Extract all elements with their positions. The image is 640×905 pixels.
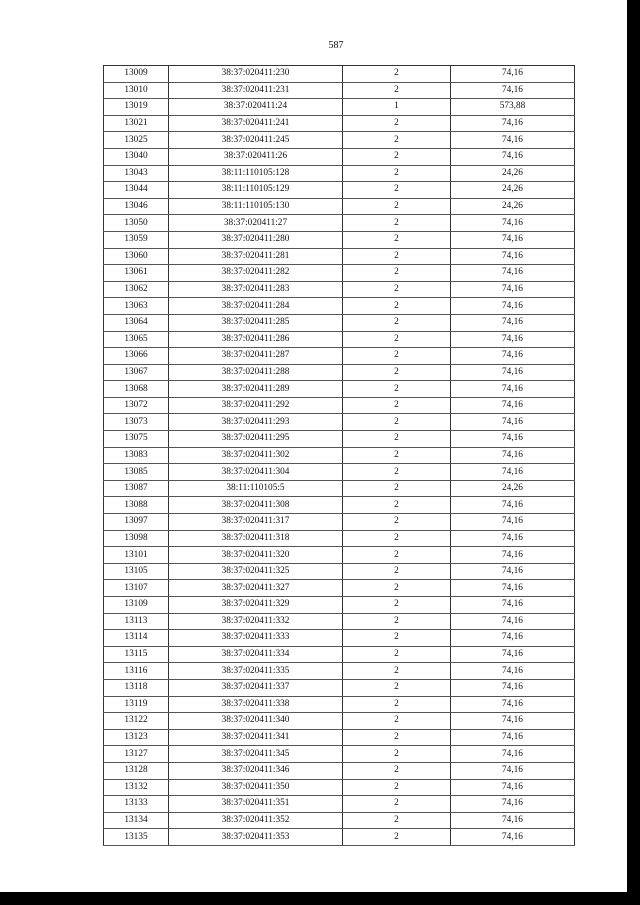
table-row xyxy=(104,314,575,331)
area-cell: 74,16 xyxy=(451,348,575,365)
count-cell: 2 xyxy=(343,713,451,730)
cadastral-number-cell: 38:11:110105:128 xyxy=(169,165,343,182)
cadastral-number-cell: 38:37:020411:346 xyxy=(169,762,343,779)
count-cell: 2 xyxy=(343,480,451,497)
table-row xyxy=(104,348,575,365)
count-cell: 2 xyxy=(343,431,451,448)
count-cell: 2 xyxy=(343,547,451,564)
count-cell: 2 xyxy=(343,663,451,680)
table-row xyxy=(104,397,575,414)
table-row xyxy=(104,231,575,248)
area-cell: 74,16 xyxy=(451,729,575,746)
cadastral-number-cell: 38:37:020411:231 xyxy=(169,82,343,99)
table-row xyxy=(104,563,575,580)
row-id-cell: 13066 xyxy=(104,348,169,365)
cadastral-number-cell: 38:37:020411:295 xyxy=(169,431,343,448)
row-id-cell: 13046 xyxy=(104,198,169,215)
count-cell: 2 xyxy=(343,812,451,829)
row-id-cell: 13083 xyxy=(104,447,169,464)
area-cell: 74,16 xyxy=(451,563,575,580)
count-cell: 2 xyxy=(343,331,451,348)
row-id-cell: 13101 xyxy=(104,547,169,564)
area-cell: 74,16 xyxy=(451,746,575,763)
table-row xyxy=(104,464,575,481)
count-cell: 2 xyxy=(343,696,451,713)
area-cell: 74,16 xyxy=(451,580,575,597)
row-id-cell: 13010 xyxy=(104,82,169,99)
cadastral-number-cell: 38:37:020411:329 xyxy=(169,597,343,614)
area-cell: 74,16 xyxy=(451,265,575,282)
area-cell: 74,16 xyxy=(451,796,575,813)
count-cell: 2 xyxy=(343,630,451,647)
table-row xyxy=(104,298,575,315)
area-cell: 24,26 xyxy=(451,480,575,497)
row-id-cell: 13072 xyxy=(104,397,169,414)
table-row xyxy=(104,762,575,779)
cadastral-number-cell: 38:37:020411:292 xyxy=(169,397,343,414)
row-id-cell: 13064 xyxy=(104,314,169,331)
table-row xyxy=(104,713,575,730)
table-row xyxy=(104,729,575,746)
cadastral-number-cell: 38:37:020411:288 xyxy=(169,364,343,381)
cadastral-number-cell: 38:37:020411:320 xyxy=(169,547,343,564)
table-row xyxy=(104,812,575,829)
count-cell: 2 xyxy=(343,597,451,614)
area-cell: 74,16 xyxy=(451,248,575,265)
table-row xyxy=(104,530,575,547)
cadastral-number-cell: 38:37:020411:304 xyxy=(169,464,343,481)
cadastral-number-cell: 38:37:020411:317 xyxy=(169,514,343,531)
row-id-cell: 13043 xyxy=(104,165,169,182)
row-id-cell: 13075 xyxy=(104,431,169,448)
row-id-cell: 13044 xyxy=(104,182,169,199)
area-cell: 74,16 xyxy=(451,829,575,846)
table-row xyxy=(104,381,575,398)
area-cell: 74,16 xyxy=(451,812,575,829)
row-id-cell: 13098 xyxy=(104,530,169,547)
area-cell: 24,26 xyxy=(451,165,575,182)
table-row xyxy=(104,547,575,564)
area-cell: 24,26 xyxy=(451,198,575,215)
row-id-cell: 13040 xyxy=(104,148,169,165)
count-cell: 2 xyxy=(343,115,451,132)
row-id-cell: 13134 xyxy=(104,812,169,829)
table-row xyxy=(104,248,575,265)
area-cell: 74,16 xyxy=(451,414,575,431)
count-cell: 2 xyxy=(343,66,451,83)
cadastral-number-cell: 38:37:020411:327 xyxy=(169,580,343,597)
table-row xyxy=(104,480,575,497)
cadastral-number-cell: 38:37:020411:333 xyxy=(169,630,343,647)
area-cell: 74,16 xyxy=(451,364,575,381)
area-cell: 74,16 xyxy=(451,679,575,696)
area-cell: 74,16 xyxy=(451,66,575,83)
table-row xyxy=(104,281,575,298)
table-row xyxy=(104,148,575,165)
count-cell: 1 xyxy=(343,99,451,116)
table-row xyxy=(104,215,575,232)
area-cell: 74,16 xyxy=(451,497,575,514)
row-id-cell: 13062 xyxy=(104,281,169,298)
row-id-cell: 13059 xyxy=(104,231,169,248)
row-id-cell: 13113 xyxy=(104,613,169,630)
cadastral-number-cell: 38:37:020411:27 xyxy=(169,215,343,232)
table-row xyxy=(104,132,575,149)
count-cell: 2 xyxy=(343,796,451,813)
count-cell: 2 xyxy=(343,414,451,431)
row-id-cell: 13133 xyxy=(104,796,169,813)
count-cell: 2 xyxy=(343,679,451,696)
count-cell: 2 xyxy=(343,298,451,315)
cadastral-number-cell: 38:37:020411:338 xyxy=(169,696,343,713)
count-cell: 2 xyxy=(343,198,451,215)
cadastral-number-cell: 38:37:020411:350 xyxy=(169,779,343,796)
count-cell: 2 xyxy=(343,397,451,414)
table-row xyxy=(104,431,575,448)
table-row xyxy=(104,182,575,199)
table-row xyxy=(104,829,575,846)
cadastral-number-cell: 38:37:020411:241 xyxy=(169,115,343,132)
cadastral-number-cell: 38:37:020411:302 xyxy=(169,447,343,464)
row-id-cell: 13097 xyxy=(104,514,169,531)
page-number: 587 xyxy=(328,40,344,51)
count-cell: 2 xyxy=(343,215,451,232)
table-row xyxy=(104,597,575,614)
row-id-cell: 13128 xyxy=(104,762,169,779)
table-row xyxy=(104,115,575,132)
cadastral-number-cell: 38:37:020411:341 xyxy=(169,729,343,746)
row-id-cell: 13068 xyxy=(104,381,169,398)
row-id-cell: 13073 xyxy=(104,414,169,431)
cadastral-number-cell: 38:11:110105:130 xyxy=(169,198,343,215)
cadastral-number-cell: 38:37:020411:332 xyxy=(169,613,343,630)
scan-edge-bottom xyxy=(0,892,640,905)
area-cell: 74,16 xyxy=(451,115,575,132)
cadastral-number-cell: 38:37:020411:353 xyxy=(169,829,343,846)
table-row xyxy=(104,796,575,813)
table-row xyxy=(104,679,575,696)
data-table xyxy=(103,65,575,846)
area-cell: 573,88 xyxy=(451,99,575,116)
cadastral-number-cell: 38:37:020411:308 xyxy=(169,497,343,514)
count-cell: 2 xyxy=(343,281,451,298)
count-cell: 2 xyxy=(343,381,451,398)
row-id-cell: 13107 xyxy=(104,580,169,597)
count-cell: 2 xyxy=(343,530,451,547)
count-cell: 2 xyxy=(343,779,451,796)
count-cell: 2 xyxy=(343,447,451,464)
table-body xyxy=(104,66,575,846)
row-id-cell: 13050 xyxy=(104,215,169,232)
cadastral-number-cell: 38:37:020411:280 xyxy=(169,231,343,248)
count-cell: 2 xyxy=(343,82,451,99)
row-id-cell: 13067 xyxy=(104,364,169,381)
count-cell: 2 xyxy=(343,348,451,365)
area-cell: 74,16 xyxy=(451,447,575,464)
count-cell: 2 xyxy=(343,464,451,481)
cadastral-number-cell: 38:37:020411:245 xyxy=(169,132,343,149)
count-cell: 2 xyxy=(343,182,451,199)
area-cell: 74,16 xyxy=(451,630,575,647)
cadastral-number-cell: 38:37:020411:293 xyxy=(169,414,343,431)
count-cell: 2 xyxy=(343,829,451,846)
cadastral-number-cell: 38:37:020411:26 xyxy=(169,148,343,165)
table-row xyxy=(104,497,575,514)
row-id-cell: 13116 xyxy=(104,663,169,680)
area-cell: 74,16 xyxy=(451,314,575,331)
row-id-cell: 13127 xyxy=(104,746,169,763)
table-row xyxy=(104,630,575,647)
table-row xyxy=(104,696,575,713)
count-cell: 2 xyxy=(343,514,451,531)
area-cell: 74,16 xyxy=(451,215,575,232)
area-cell: 74,16 xyxy=(451,298,575,315)
cadastral-number-cell: 38:37:020411:334 xyxy=(169,646,343,663)
table-row xyxy=(104,331,575,348)
table-row xyxy=(104,779,575,796)
row-id-cell: 13122 xyxy=(104,713,169,730)
area-cell: 74,16 xyxy=(451,464,575,481)
row-id-cell: 13025 xyxy=(104,132,169,149)
row-id-cell: 13135 xyxy=(104,829,169,846)
scan-edge-right xyxy=(627,0,640,892)
row-id-cell: 13123 xyxy=(104,729,169,746)
area-cell: 74,16 xyxy=(451,231,575,248)
count-cell: 2 xyxy=(343,148,451,165)
table-row xyxy=(104,364,575,381)
table-row xyxy=(104,746,575,763)
table-row xyxy=(104,447,575,464)
area-cell: 74,16 xyxy=(451,530,575,547)
table-row xyxy=(104,514,575,531)
cadastral-number-cell: 38:37:020411:352 xyxy=(169,812,343,829)
data-table-container xyxy=(103,65,570,846)
area-cell: 74,16 xyxy=(451,82,575,99)
table-row xyxy=(104,82,575,99)
cadastral-number-cell: 38:37:020411:24 xyxy=(169,99,343,116)
area-cell: 74,16 xyxy=(451,779,575,796)
area-cell: 74,16 xyxy=(451,547,575,564)
area-cell: 74,16 xyxy=(451,696,575,713)
row-id-cell: 13061 xyxy=(104,265,169,282)
table-row xyxy=(104,198,575,215)
table-row xyxy=(104,580,575,597)
row-id-cell: 13118 xyxy=(104,679,169,696)
count-cell: 2 xyxy=(343,580,451,597)
row-id-cell: 13009 xyxy=(104,66,169,83)
count-cell: 2 xyxy=(343,497,451,514)
area-cell: 74,16 xyxy=(451,597,575,614)
table-row xyxy=(104,165,575,182)
count-cell: 2 xyxy=(343,613,451,630)
row-id-cell: 13063 xyxy=(104,298,169,315)
cadastral-number-cell: 38:37:020411:287 xyxy=(169,348,343,365)
cadastral-number-cell: 38:37:020411:286 xyxy=(169,331,343,348)
area-cell: 74,16 xyxy=(451,281,575,298)
area-cell: 74,16 xyxy=(451,381,575,398)
area-cell: 74,16 xyxy=(451,613,575,630)
row-id-cell: 13132 xyxy=(104,779,169,796)
cadastral-number-cell: 38:11:110105:5 xyxy=(169,480,343,497)
row-id-cell: 13085 xyxy=(104,464,169,481)
cadastral-number-cell: 38:37:020411:230 xyxy=(169,66,343,83)
cadastral-number-cell: 38:37:020411:318 xyxy=(169,530,343,547)
area-cell: 74,16 xyxy=(451,663,575,680)
row-id-cell: 13114 xyxy=(104,630,169,647)
area-cell: 74,16 xyxy=(451,713,575,730)
area-cell: 74,16 xyxy=(451,514,575,531)
area-cell: 74,16 xyxy=(451,331,575,348)
area-cell: 74,16 xyxy=(451,646,575,663)
count-cell: 2 xyxy=(343,746,451,763)
count-cell: 2 xyxy=(343,646,451,663)
row-id-cell: 13065 xyxy=(104,331,169,348)
table-row xyxy=(104,66,575,83)
cadastral-number-cell: 38:37:020411:351 xyxy=(169,796,343,813)
cadastral-number-cell: 38:37:020411:337 xyxy=(169,679,343,696)
cadastral-number-cell: 38:37:020411:284 xyxy=(169,298,343,315)
count-cell: 2 xyxy=(343,231,451,248)
cadastral-number-cell: 38:37:020411:335 xyxy=(169,663,343,680)
row-id-cell: 13087 xyxy=(104,480,169,497)
table-row xyxy=(104,414,575,431)
table-row xyxy=(104,663,575,680)
cadastral-number-cell: 38:37:020411:281 xyxy=(169,248,343,265)
count-cell: 2 xyxy=(343,132,451,149)
area-cell: 24,26 xyxy=(451,182,575,199)
cadastral-number-cell: 38:37:020411:285 xyxy=(169,314,343,331)
count-cell: 2 xyxy=(343,364,451,381)
count-cell: 2 xyxy=(343,248,451,265)
count-cell: 2 xyxy=(343,314,451,331)
row-id-cell: 13088 xyxy=(104,497,169,514)
row-id-cell: 13021 xyxy=(104,115,169,132)
row-id-cell: 13019 xyxy=(104,99,169,116)
cadastral-number-cell: 38:37:020411:325 xyxy=(169,563,343,580)
count-cell: 2 xyxy=(343,563,451,580)
row-id-cell: 13060 xyxy=(104,248,169,265)
table-row xyxy=(104,265,575,282)
cadastral-number-cell: 38:37:020411:282 xyxy=(169,265,343,282)
count-cell: 2 xyxy=(343,729,451,746)
table-row xyxy=(104,646,575,663)
count-cell: 2 xyxy=(343,762,451,779)
cadastral-number-cell: 38:11:110105:129 xyxy=(169,182,343,199)
row-id-cell: 13119 xyxy=(104,696,169,713)
table-row xyxy=(104,613,575,630)
table-row xyxy=(104,99,575,116)
area-cell: 74,16 xyxy=(451,132,575,149)
area-cell: 74,16 xyxy=(451,431,575,448)
area-cell: 74,16 xyxy=(451,397,575,414)
cadastral-number-cell: 38:37:020411:289 xyxy=(169,381,343,398)
area-cell: 74,16 xyxy=(451,148,575,165)
row-id-cell: 13109 xyxy=(104,597,169,614)
count-cell: 2 xyxy=(343,165,451,182)
area-cell: 74,16 xyxy=(451,762,575,779)
row-id-cell: 13115 xyxy=(104,646,169,663)
cadastral-number-cell: 38:37:020411:283 xyxy=(169,281,343,298)
cadastral-number-cell: 38:37:020411:340 xyxy=(169,713,343,730)
count-cell: 2 xyxy=(343,265,451,282)
cadastral-number-cell: 38:37:020411:345 xyxy=(169,746,343,763)
row-id-cell: 13105 xyxy=(104,563,169,580)
